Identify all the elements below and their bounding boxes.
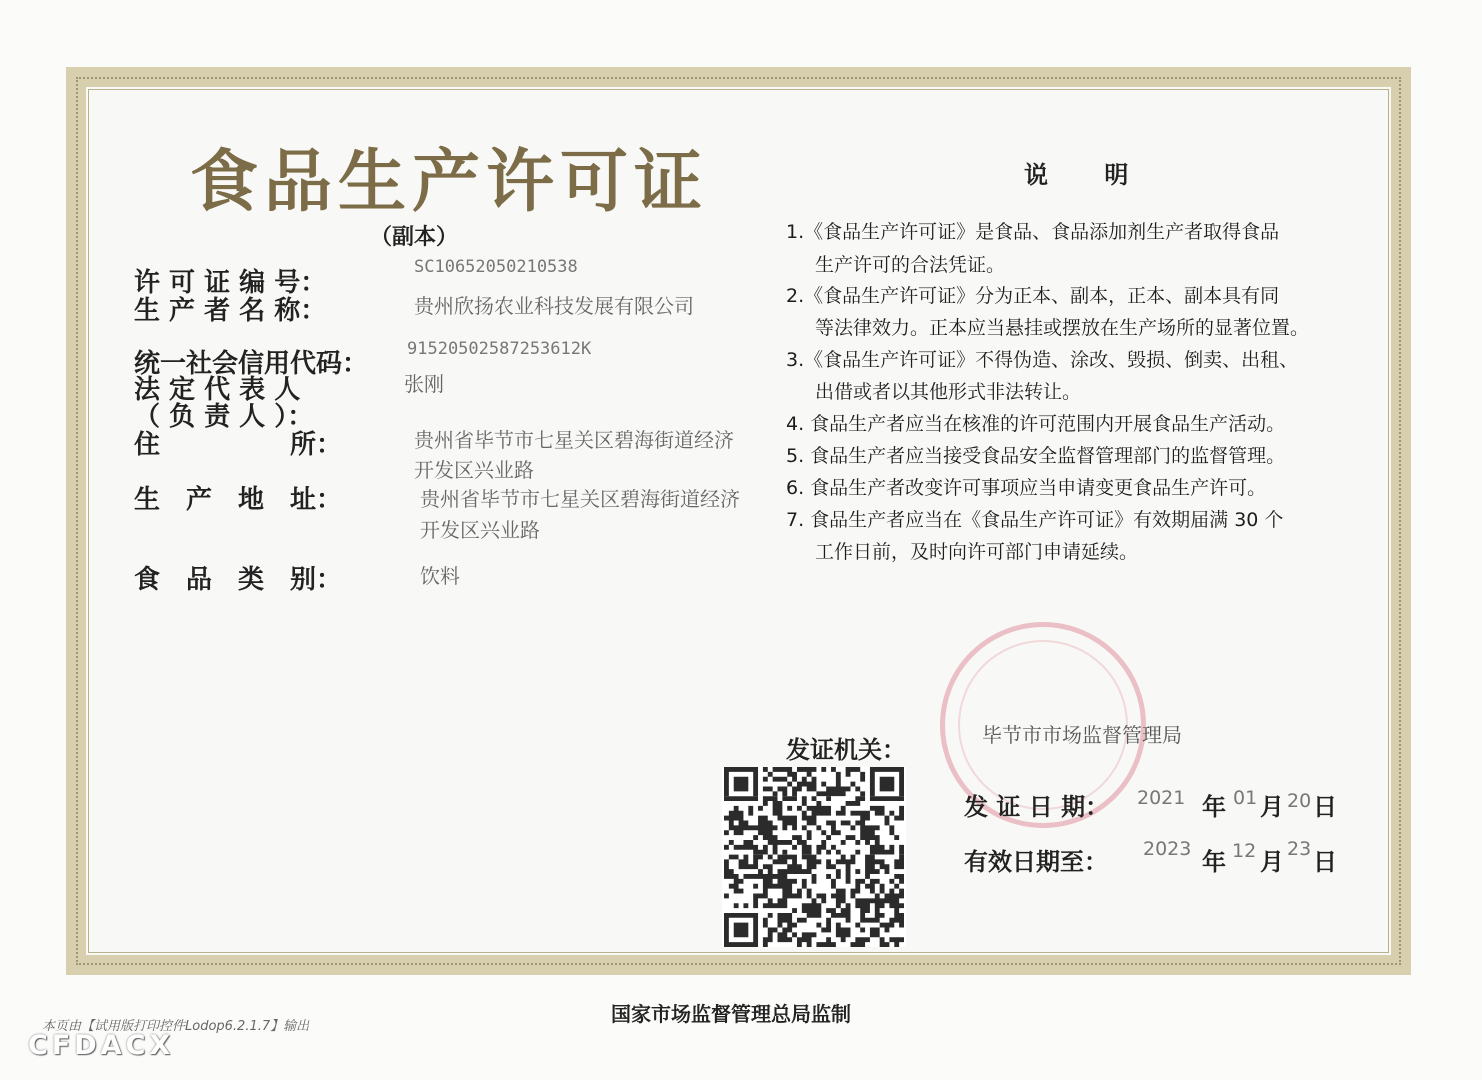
note-line: 5. 食品生产者应当接受食品安全监督管理部门的监督管理。 bbox=[786, 445, 1286, 467]
printed-by-note: 本页由【试用版打印控件Lodop6.2.1.7】输出 bbox=[42, 1019, 310, 1034]
credit-code-label: 统一社会信用代码： bbox=[134, 349, 369, 379]
issue-date-label: 发 证 日 期： bbox=[964, 792, 1110, 821]
expiry-date-label: 有效日期至： bbox=[964, 847, 1108, 876]
certificate-subtitle: （副本） bbox=[370, 224, 459, 250]
note-line: 7. 食品生产者应当在《食品生产许可证》有效期届满 30 个 bbox=[786, 509, 1284, 531]
legal-rep-label-2: （ 负 责 人 ）： bbox=[134, 402, 314, 432]
issue-year: 2021 bbox=[1137, 787, 1186, 809]
certificate-title: 食品生产许可证 bbox=[190, 142, 709, 222]
qr-code-icon bbox=[722, 767, 906, 947]
issue-month: 01 bbox=[1233, 787, 1258, 809]
supervisor-footer: 国家市场监督管理总局监制 bbox=[611, 1002, 851, 1026]
residence-label: 住 所： bbox=[134, 430, 343, 460]
production-address-value: 贵州省毕节市七星关区碧海街道经济 bbox=[420, 487, 740, 511]
residence-value: 贵州省毕节市七星关区碧海街道经济 bbox=[414, 428, 734, 452]
food-category-label: 食 品 类 别： bbox=[134, 565, 343, 595]
note-line: 等法律效力。正本应当悬挂或摆放在生产场所的显著位置。 bbox=[815, 317, 1310, 339]
production-address-value-2: 开发区兴业路 bbox=[420, 518, 540, 542]
watermark-logo: CFDACX bbox=[28, 1030, 175, 1061]
issue-day-unit: 日 bbox=[1313, 792, 1337, 821]
issue-year-unit: 年 bbox=[1202, 792, 1226, 821]
note-line: 1.《食品生产许可证》是食品、食品添加剂生产者取得食品 bbox=[786, 221, 1280, 243]
producer-name-label: 生 产 者 名 称： bbox=[134, 296, 327, 326]
note-line: 生产许可的合法凭证。 bbox=[815, 254, 1006, 276]
issue-day: 20 bbox=[1287, 790, 1312, 812]
food-category-value: 饮料 bbox=[420, 564, 460, 588]
producer-name-value: 贵州欣扬农业科技发展有限公司 bbox=[414, 294, 694, 318]
expiry-month: 12 bbox=[1232, 840, 1257, 862]
credit-code-value: 91520502587253612K bbox=[407, 339, 592, 359]
expiry-day-unit: 日 bbox=[1313, 847, 1337, 876]
qr-modules bbox=[724, 767, 904, 947]
production-address-label: 生 产 地 址： bbox=[134, 485, 343, 515]
expiry-year-unit: 年 bbox=[1202, 847, 1226, 876]
issuer-name: 毕节市市场监督管理局 bbox=[982, 723, 1182, 747]
issue-month-unit: 月 bbox=[1260, 792, 1284, 821]
note-line: 6. 食品生产者改变许可事项应当申请变更食品生产许可。 bbox=[786, 477, 1267, 499]
issuer-label: 发证机关： bbox=[786, 735, 906, 764]
note-line: 2.《食品生产许可证》分为正本、副本，正本、副本具有同 bbox=[786, 285, 1280, 307]
legal-rep-value: 张刚 bbox=[404, 372, 444, 396]
license-number-value: SC10652050210538 bbox=[414, 257, 578, 277]
note-line: 出借或者以其他形式非法转让。 bbox=[815, 381, 1082, 403]
note-line: 工作日前，及时向许可部门申请延续。 bbox=[815, 541, 1139, 563]
legal-rep-label: 法 定 代 表 人 bbox=[134, 375, 301, 405]
residence-value-2: 开发区兴业路 bbox=[414, 458, 534, 482]
license-number-label: 许 可 证 编 号： bbox=[134, 268, 327, 298]
note-line: 3.《食品生产许可证》不得伪造、涂改、毁损、倒卖、出租、 bbox=[786, 349, 1299, 371]
notes-title: 说 明 bbox=[1024, 160, 1153, 189]
expiry-day: 23 bbox=[1287, 838, 1312, 860]
expiry-month-unit: 月 bbox=[1260, 847, 1284, 876]
expiry-year: 2023 bbox=[1143, 838, 1192, 860]
note-line: 4. 食品生产者应当在核准的许可范围内开展食品生产活动。 bbox=[786, 413, 1286, 435]
